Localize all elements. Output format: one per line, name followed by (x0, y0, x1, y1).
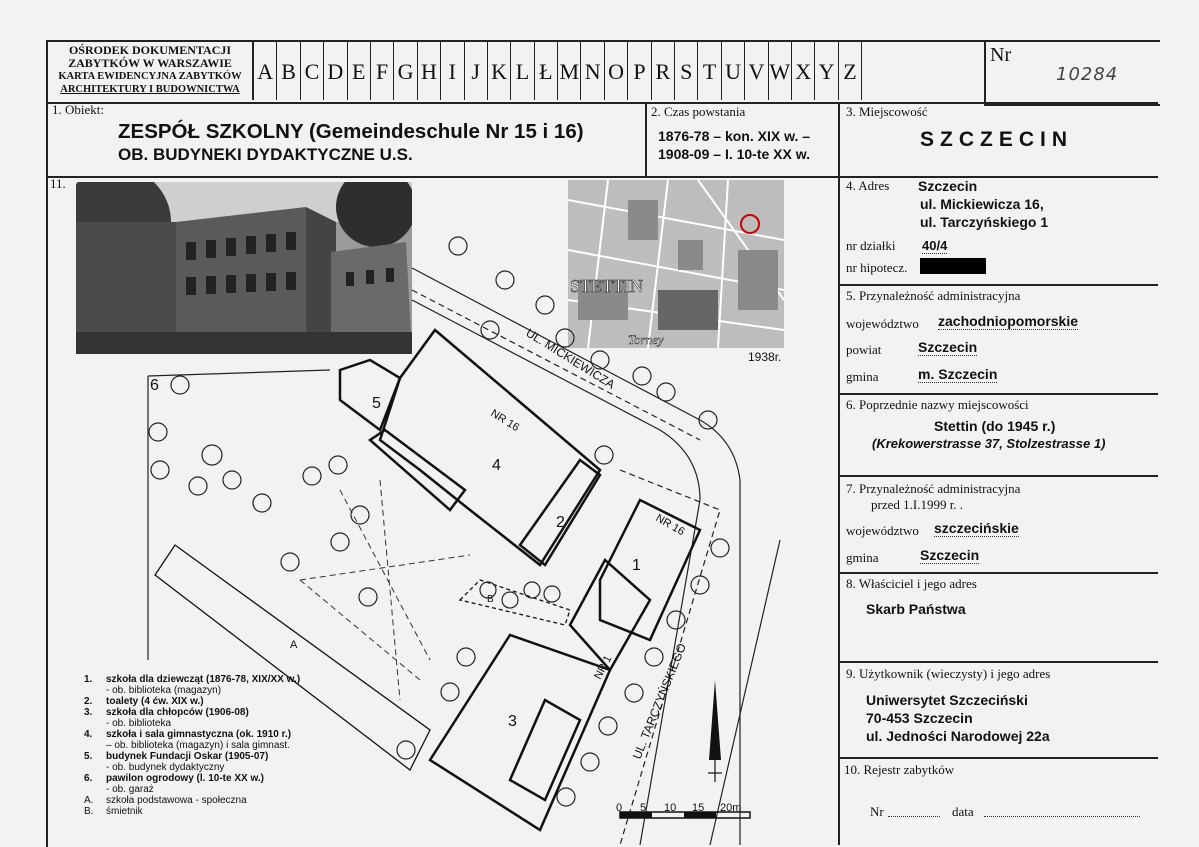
czas-label: 2. Czas powstania (651, 104, 746, 119)
legend-item: szkoła dla dziewcząt (1876-78, XIX/XX w.) (106, 674, 301, 685)
index-letter: E (348, 42, 371, 100)
index-letter: F (371, 42, 394, 100)
legend-subitem: – ob. biblioteka (magazyn) i sala gimnast. (106, 740, 290, 751)
legend-num: A. (84, 795, 94, 806)
index-letter: T (698, 42, 721, 100)
index-letter: R (652, 42, 675, 100)
scale-10: 10 (664, 802, 677, 814)
wojewodztwo-old-label: województwo (846, 523, 919, 538)
rejestr-data-field (984, 816, 1140, 817)
przynaleznosc-old-date: przed 1.I.1999 r. . (871, 497, 964, 512)
index-letter: N (581, 42, 604, 100)
label-building-3: 3 (508, 713, 517, 730)
adres-street-2: ul. Tarczyńskiego 1 (920, 214, 1049, 230)
obiekt-label: 1. Obiekt: (52, 102, 104, 117)
adres-street-1: ul. Mickiewicza 16, (920, 196, 1044, 212)
index-letter: G (394, 42, 417, 100)
poprzednie-value-2: (Krekowerstrasse 37, Stolzestrasse 1) (872, 436, 1106, 451)
index-letter: S (675, 42, 698, 100)
alphabet-index (254, 42, 862, 100)
legend-item: śmietnik (106, 806, 143, 817)
gmina-old-value: Szczecin (920, 547, 980, 563)
legend-num: B. (84, 806, 94, 817)
issuer-line-1: OŚRODEK DOKUMENTACJI (68, 43, 232, 57)
label-building-4: 4 (492, 457, 501, 474)
legend-item: szkoła i sala gimnastyczna (ok. 1910 r.) (106, 729, 292, 740)
index-letter: A (254, 42, 277, 100)
issuer-line-2: ZABYTKÓW W WARSZAWIE (68, 56, 232, 70)
nr-value: 10284 (1056, 64, 1119, 85)
legend-num: 2. (84, 696, 93, 707)
uzytkownik-line-1: Uniwersytet Szczeciński (866, 692, 1028, 708)
przynaleznosc-label: 5. Przynależność administracyjna (846, 288, 1021, 303)
gmina-label: gmina (846, 369, 879, 384)
scale-15: 15 (692, 802, 705, 814)
czas-line-2: 1908-09 – I. 10-te XX w. (658, 146, 811, 162)
obiekt-subtitle: OB. BUDYNEKI DYDAKTYCZNE U.S. (118, 145, 413, 164)
legend-num: 6. (84, 773, 93, 784)
index-letter: U (722, 42, 745, 100)
label-building-1: 1 (632, 557, 641, 574)
uzytkownik-label: 9. Użytkownik (wieczysty) i jego adres (846, 666, 1051, 681)
legend-item: szkoła podstawowa - społeczna (106, 795, 247, 806)
wojewodztwo-old-value: szczecińskie (934, 520, 1019, 536)
section-11-label: 11. (50, 176, 66, 191)
legend-item: pawilon ogrodowy (l. 10-te XX w.) (106, 773, 264, 784)
miejscowosc-label: 3. Miejscowość (846, 104, 928, 119)
map-year: 1938r. (748, 350, 782, 364)
index-letter: J (465, 42, 488, 100)
index-letter: C (301, 42, 324, 100)
wlasciciel-value: Skarb Państwa (866, 601, 966, 617)
legend-item: budynek Fundacji Oskar (1905-07) (106, 751, 269, 762)
label-nr1: NR 1 (592, 653, 615, 682)
nr-label: Nr (990, 44, 1012, 66)
street-tarczynskiego: UL. TARCZYŃSKIEGO (629, 641, 690, 762)
wojewodztwo-label: województwo (846, 316, 919, 331)
index-letter: Z (839, 42, 862, 100)
label-building-5: 5 (372, 395, 381, 412)
powiat-value: Szczecin (918, 339, 978, 355)
poprzednie-value-1: Stettin (do 1945 r.) (934, 418, 1056, 434)
street-mickiewicza: UL. MICKIEWICZA (523, 325, 618, 392)
przynaleznosc-old-label: 7. Przynależność administracyjna (846, 481, 1021, 496)
gmina-old-label: gmina (846, 550, 879, 565)
issuer-line-4: ARCHITEKTURY I BUDOWNICTWA (60, 84, 240, 95)
index-letter: K (488, 42, 511, 100)
dzialki-value: 40/4 (922, 238, 948, 253)
label-building-2: 2 (556, 514, 565, 531)
issuer-block (48, 42, 254, 100)
label-building-6: 6 (150, 377, 159, 394)
index-letter: D (324, 42, 347, 100)
legend-subitem: - ob. biblioteka (106, 718, 172, 729)
label-nr16-b: NR 16 (653, 512, 687, 539)
index-letter: P (628, 42, 651, 100)
issuer-line-3: KARTA EWIDENCYJNA ZABYTKÓW (58, 71, 242, 82)
legend-item: toalety (4 ćw. XIX w.) (106, 696, 204, 707)
index-letter: O (605, 42, 628, 100)
miejscowosc-value: SZCZECIN (920, 128, 1073, 151)
rejestr-nr-label: Nr (870, 804, 884, 819)
rejestr-nr-field (888, 816, 940, 817)
scale-0: 0 (616, 802, 623, 814)
legend-num: 5. (84, 751, 93, 762)
hipotecz-label: nr hipotecz. (846, 260, 908, 275)
dzialki-label: nr działki (846, 238, 896, 253)
map-sublabel: Torney (628, 332, 664, 347)
scale-20m: 20m (720, 802, 742, 814)
legend-subitem: - ob. biblioteka (magazyn) (106, 685, 222, 696)
rejestr-label: 10. Rejestr zabytków (844, 762, 955, 777)
uzytkownik-line-3: ul. Jedności Narodowej 22a (866, 728, 1050, 744)
redacted-block (920, 258, 986, 274)
label-A: A (290, 639, 298, 651)
index-letter: I (441, 42, 464, 100)
index-letter: L (511, 42, 534, 100)
legend-num: 4. (84, 729, 93, 740)
index-letter: X (792, 42, 815, 100)
legend-subitem: - ob. garaż (106, 784, 154, 795)
index-letter: H (418, 42, 441, 100)
gmina-value: m. Szczecin (918, 366, 998, 382)
legend-num: 1. (84, 674, 93, 685)
wlasciciel-label: 8. Właściciel i jego adres (846, 576, 977, 591)
wojewodztwo-value: zachodniopomorskie (938, 313, 1079, 329)
uzytkownik-line-2: 70-453 Szczecin (866, 710, 973, 726)
legend-item: szkoła dla chłopców (1906-08) (106, 707, 249, 718)
adres-city: Szczecin (918, 178, 978, 194)
legend-num: 3. (84, 707, 93, 718)
scale-5: 5 (640, 802, 647, 814)
legend-subitem: - ob. budynek dydaktyczny (106, 762, 225, 773)
index-letter: W (769, 42, 792, 100)
index-letter: M (558, 42, 581, 100)
map-label: STETTIN (570, 276, 643, 296)
nr-box (984, 40, 1160, 106)
czas-line-1: 1876-78 – kon. XIX w. – (658, 128, 811, 144)
label-B: B (487, 594, 494, 605)
index-letter: Y (815, 42, 838, 100)
label-nr16-a: NR 16 (488, 407, 522, 435)
index-letter: B (277, 42, 300, 100)
rejestr-data-label: data (952, 804, 974, 819)
obiekt-title: ZESPÓŁ SZKOLNY (Gemeindeschule Nr 15 i 16) (118, 120, 584, 143)
powiat-label: powiat (846, 342, 882, 357)
index-letter: Ł (535, 42, 558, 100)
adres-label: 4. Adres (846, 178, 890, 193)
index-letter: V (745, 42, 768, 100)
poprzednie-label: 6. Poprzednie nazwy miejscowości (846, 397, 1029, 412)
